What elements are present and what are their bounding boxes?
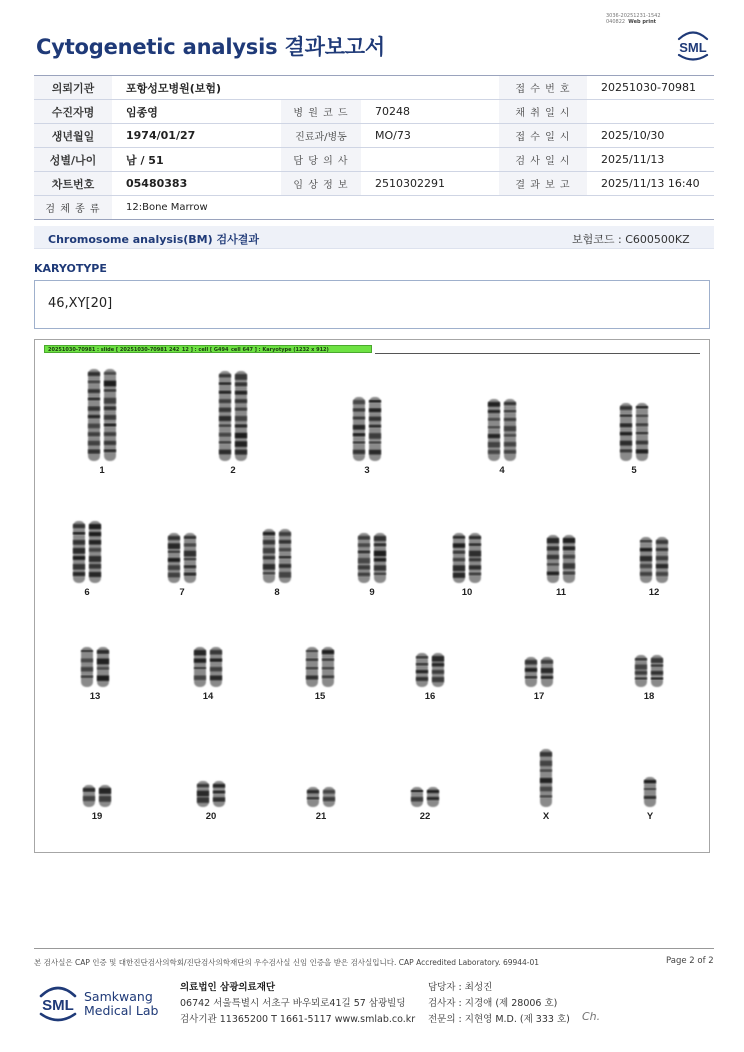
chromosome-label-6: 6 [84, 587, 90, 598]
chromosome-label-21: 21 [315, 811, 327, 822]
chromosome-10 [453, 533, 481, 598]
doctor-value [361, 148, 499, 172]
org-name: 의료법인 삼광의료재단 [180, 982, 276, 993]
chromosome-label-14: 14 [202, 691, 214, 702]
org-info [180, 980, 415, 1028]
svg-text:SML: SML [679, 40, 707, 55]
chromosome-label-13: 13 [89, 691, 101, 702]
receipt-no-label: 접 수 번 호 [499, 76, 587, 100]
chromosome-label-1: 1 [99, 465, 105, 476]
chromosome-19 [83, 785, 111, 822]
patient-value: 임종영 [112, 100, 281, 124]
hospital-code-label: 병 원 코 드 [281, 100, 361, 124]
chromosome-label-20: 20 [205, 811, 217, 822]
test-date-label: 검 사 일 시 [499, 148, 587, 172]
hospital-code-value: 70248 [361, 100, 499, 124]
staff-tester: 검사자 : 지경애 (제 28006 호) [428, 998, 558, 1009]
chromosome-18 [635, 655, 663, 702]
chromosome-label-4: 4 [499, 465, 505, 476]
requester-label: 의뢰기관 [34, 76, 112, 100]
chromosome-15 [306, 647, 334, 702]
chromosome-x [540, 749, 552, 822]
sml-logo-bottom [36, 982, 80, 1024]
patient-label: 수진자명 [34, 100, 112, 124]
chromosome-label-9: 9 [369, 587, 375, 598]
chromosome-label-3: 3 [364, 465, 370, 476]
staff-specialist: 전문의 : 지현영 M.D. (제 333 호) [428, 1014, 570, 1025]
chromosome-5 [620, 403, 648, 476]
chromosome-7 [168, 533, 196, 598]
doctor-label: 담 당 의 사 [281, 148, 361, 172]
dob-value: 1974/01/27 [112, 124, 281, 148]
chromosome-22 [411, 787, 439, 822]
chart-value: 05480383 [112, 172, 281, 196]
chromosome-label-7: 7 [179, 587, 185, 598]
insurance-code: 보험코드 : C600500KZ [572, 233, 690, 246]
print-info-line2: 040822 Web print [606, 19, 657, 25]
test-date-value: 2025/11/13 [587, 148, 714, 172]
chromosome-2 [219, 371, 247, 476]
report-title: Cytogenetic analysis 결과보고서 [36, 35, 385, 59]
chromosome-y [644, 777, 656, 822]
chromosome-label-y: Y [646, 811, 654, 822]
chromosome-8 [263, 529, 291, 598]
chromosome-9 [358, 533, 386, 598]
specimen-value: 12:Bone Marrow [112, 196, 714, 220]
chromosome-20 [197, 781, 225, 822]
print-info [606, 13, 661, 25]
chromosome-13 [81, 647, 109, 702]
chromosome-label-10: 10 [461, 587, 473, 598]
print-info-line1: 3036-20251231-1542 [606, 13, 661, 19]
org-address: 06742 서울특별시 서초구 바우뫼로41길 57 삼광빌딩 [180, 998, 406, 1009]
chromosome-label-5: 5 [631, 465, 637, 476]
staff-in-charge: 담당자 : 최성진 [428, 982, 493, 993]
report-value: 2025/11/13 16:40 [587, 172, 714, 196]
chromosome-label-11: 11 [555, 587, 567, 598]
chromosome-label-19: 19 [91, 811, 103, 822]
karyotype-label: KARYOTYPE [34, 262, 107, 275]
dept-label: 진료과/병동 [281, 124, 361, 148]
chromosome-label-x: X [542, 811, 550, 822]
chromosome-6 [73, 521, 101, 598]
karyogram-header: 20251030-70981 : slide [ 20251030-70981 242_12 ] : cell [ G494_cell 647 ] : Karyotype (1232 x 912) [44, 345, 372, 353]
brand-name: Samkwang Medical Lab [84, 989, 159, 1018]
chromosome-4 [488, 399, 516, 476]
patient-info-table [34, 75, 714, 220]
receipt-date-value: 2025/10/30 [587, 124, 714, 148]
chromosome-21 [307, 787, 335, 822]
section-title: Chromosome analysis(BM) 검사결과 [48, 233, 259, 246]
sex-age-value: 남 / 51 [112, 148, 281, 172]
chromosome-label-17: 17 [533, 691, 545, 702]
org-contact: 검사기관 11365200 T 1661-5117 www.smlab.co.kr [180, 1014, 416, 1025]
chromosome-3 [353, 397, 381, 476]
page-number: Page 2 of 2 [666, 956, 714, 966]
footer-divider [34, 948, 714, 949]
chromosome-17 [525, 657, 553, 702]
signature: Ch. [582, 1010, 601, 1023]
chromosome-16 [416, 653, 444, 702]
karyogram-image [34, 339, 708, 851]
cap-note: 본 검사실은 CAP 인증 및 대한진단검사의학회/진단검사의학재단의 우수검사실 신임 인증을 받은 검사실입니다. CAP Accredited Laboratory. 69944-01 [34, 958, 540, 967]
chromosome-14 [194, 647, 222, 702]
chromosome-label-18: 18 [643, 691, 655, 702]
chart-label: 차트번호 [34, 172, 112, 196]
chromosome-label-2: 2 [230, 465, 236, 476]
dob-label: 생년월일 [34, 124, 112, 148]
collect-value [587, 100, 714, 124]
requester-value: 포항성모병원(보험) [112, 76, 499, 100]
karyotype-result: 46,XY[20] [48, 296, 113, 311]
chromosome-label-15: 15 [314, 691, 326, 702]
karyotype-result-box [34, 280, 710, 329]
chromosome-11 [547, 535, 575, 598]
sex-age-label: 성별/나이 [34, 148, 112, 172]
clinical-label: 임 상 정 보 [281, 172, 361, 196]
clinical-value: 2510302291 [361, 172, 499, 196]
chromosome-label-12: 12 [648, 587, 660, 598]
staff-info [428, 980, 570, 1028]
specimen-label: 검 체 종 류 [34, 196, 112, 220]
chromosome-label-22: 22 [419, 811, 431, 822]
chromosome-label-16: 16 [424, 691, 436, 702]
chromosome-label-8: 8 [274, 587, 280, 598]
receipt-date-label: 접 수 일 시 [499, 124, 587, 148]
chromosome-1 [88, 369, 116, 476]
sml-logo-top [674, 28, 712, 62]
dept-value: MO/73 [361, 124, 499, 148]
receipt-no-value: 20251030-70981 [587, 76, 714, 100]
collect-label: 채 취 일 시 [499, 100, 587, 124]
report-label: 결 과 보 고 [499, 172, 587, 196]
chromosome-12 [640, 537, 668, 598]
svg-text:SML: SML [42, 997, 74, 1014]
